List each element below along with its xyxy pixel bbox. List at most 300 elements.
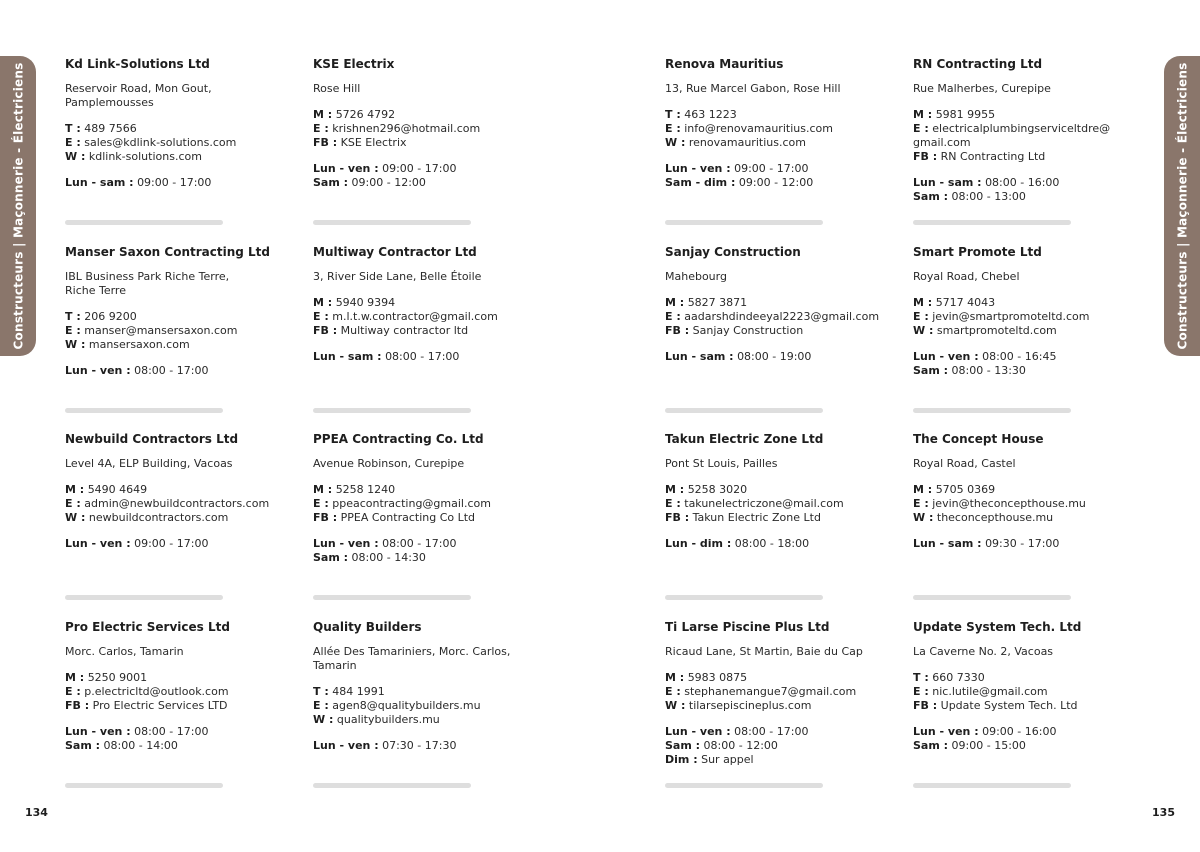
contact-value[interactable]: stephanemangue7@gmail.com	[684, 684, 857, 698]
contact-line	[913, 150, 1143, 164]
contact-value[interactable]: 463 1223	[684, 108, 737, 121]
company-name: KSE Electrix	[313, 57, 395, 71]
contact-label: FB :	[913, 698, 938, 712]
contact-label: E :	[313, 698, 329, 712]
hours-value: 08:00 - 17:00	[134, 363, 209, 377]
contact-line	[665, 699, 895, 713]
contact-line	[913, 685, 1143, 699]
contact-label: M :	[65, 483, 85, 496]
card-divider	[913, 783, 1071, 788]
card-divider	[913, 595, 1071, 600]
contact-block	[65, 671, 295, 713]
contact-value[interactable]: jevin@theconcepthouse.mu	[932, 497, 1086, 510]
hours-value: 09:00 - 17:00	[134, 537, 209, 550]
contact-block	[665, 296, 895, 338]
contact-value[interactable]: Update System Tech. Ltd	[940, 698, 1078, 712]
contact-value[interactable]: Pro Electric Services LTD	[92, 698, 228, 712]
opening-hours	[313, 739, 543, 753]
contact-line	[913, 108, 1143, 122]
contact-value[interactable]: takunelectriczone@mail.com	[684, 497, 844, 510]
card-divider	[313, 408, 471, 413]
company-name: Pro Electric Services Ltd	[65, 619, 230, 634]
contact-line	[665, 122, 895, 136]
contact-value[interactable]: 484 1991	[332, 684, 385, 698]
contact-line	[65, 338, 295, 352]
hours-label: Lun - ven :	[313, 162, 379, 175]
card-divider	[665, 408, 823, 413]
opening-hours	[313, 162, 543, 190]
opening-hours	[913, 350, 1143, 378]
contact-block	[913, 108, 1143, 164]
contact-label: M :	[665, 670, 685, 684]
contact-label: E :	[65, 136, 81, 149]
hours-label: Sam :	[313, 176, 349, 189]
listing-card	[665, 619, 895, 789]
hours-label: Lun - ven :	[65, 724, 131, 738]
contact-line	[65, 150, 295, 164]
hours-line	[313, 551, 543, 565]
contact-line	[913, 483, 1143, 497]
section-tab	[1164, 56, 1200, 356]
contact-label: M :	[665, 295, 685, 309]
company-address: 3, River Side Lane, Belle Étoile	[313, 269, 482, 283]
hours-label: Lun - sam :	[313, 349, 382, 363]
hours-value: 09:30 - 17:00	[985, 537, 1060, 550]
contact-block	[65, 310, 295, 352]
hours-line	[65, 725, 295, 739]
contact-line	[65, 483, 295, 497]
hours-value: 08:00 - 16:45	[982, 349, 1057, 363]
hours-label: Sam :	[913, 363, 949, 377]
company-address: La Caverne No. 2, Vacoas	[913, 644, 1054, 658]
contact-line	[313, 310, 543, 324]
opening-hours	[65, 537, 295, 551]
contact-value[interactable]: 5940 9394	[335, 295, 396, 309]
contact-label: T :	[913, 670, 929, 684]
hours-line	[665, 739, 895, 753]
contact-label: FB :	[313, 511, 338, 524]
hours-label: Lun - sam :	[65, 176, 134, 189]
opening-hours	[913, 176, 1143, 204]
contact-label: T :	[65, 122, 81, 135]
hours-label: Lun - ven :	[313, 738, 379, 752]
company-name: Manser Saxon Contracting Ltd	[65, 244, 270, 259]
contact-block	[913, 296, 1143, 338]
company-address: Rue Malherbes, Curepipe	[913, 82, 1051, 95]
contact-line	[313, 713, 543, 727]
card-divider	[313, 783, 471, 788]
contact-label: M :	[665, 483, 685, 496]
company-address: Reservoir Road, Mon Gout, Pamplemousses	[65, 82, 212, 109]
contact-value[interactable]: sales@kdlink-solutions.com	[84, 136, 237, 149]
hours-label: Sam :	[665, 738, 701, 752]
contact-line	[313, 108, 543, 122]
hours-label: Lun - dim :	[665, 537, 732, 550]
contact-value[interactable]: renovamauritius.com	[688, 136, 806, 149]
company-address: Ricaud Lane, St Martin, Baie du Cap	[665, 644, 863, 658]
contact-block	[65, 122, 295, 164]
card-divider	[313, 220, 471, 225]
contact-value[interactable]: 5983 0875	[687, 670, 748, 684]
card-divider	[913, 220, 1071, 225]
contact-line	[913, 671, 1143, 685]
contact-label: E :	[313, 497, 329, 510]
contact-label: E :	[313, 309, 329, 323]
hours-value: 09:00 - 17:00	[382, 162, 457, 175]
contact-value[interactable]: 206 9200	[84, 309, 137, 323]
contact-label: W :	[913, 511, 934, 524]
contact-line	[665, 310, 895, 324]
listing-card	[65, 431, 295, 601]
contact-label: E :	[913, 309, 929, 323]
contact-label: T :	[665, 108, 681, 121]
contact-label: T :	[65, 309, 81, 323]
listing-card	[913, 56, 1143, 226]
contact-value[interactable]: smartpromoteltd.com	[936, 323, 1057, 337]
contact-block	[913, 483, 1143, 525]
contact-value[interactable]: newbuildcontractors.com	[88, 511, 229, 524]
contact-block	[313, 108, 543, 150]
contact-block	[313, 296, 543, 338]
contact-label: M :	[913, 483, 933, 496]
hours-value: 08:00 - 17:00	[134, 724, 209, 738]
contact-label: W :	[65, 511, 86, 524]
listing-card	[313, 431, 543, 601]
hours-line	[65, 537, 295, 551]
contact-label: T :	[313, 684, 329, 698]
company-address: Pont St Louis, Pailles	[665, 457, 778, 470]
hours-line	[313, 176, 543, 190]
contact-label: FB :	[665, 323, 690, 337]
contact-label: E :	[65, 323, 81, 337]
hours-label: Sam :	[65, 738, 101, 752]
contact-line	[65, 685, 295, 699]
hours-label: Sam :	[913, 738, 949, 752]
contact-label: FB :	[65, 698, 90, 712]
card-divider	[65, 595, 223, 600]
company-name: Update System Tech. Ltd	[913, 619, 1082, 634]
contact-value[interactable]: tilarsepiscineplus.com	[688, 698, 812, 712]
hours-value: 08:00 - 17:00	[382, 537, 457, 550]
contact-value[interactable]: info@renovamauritius.com	[684, 122, 833, 135]
contact-label: FB :	[913, 150, 938, 163]
opening-hours	[313, 350, 543, 364]
hours-line	[65, 364, 295, 378]
contact-line	[913, 324, 1143, 338]
contact-value[interactable]: ppeacontracting@gmail.com	[332, 497, 491, 510]
company-address: Mahebourg	[665, 269, 727, 283]
hours-line	[913, 739, 1143, 753]
listing-card	[65, 56, 295, 226]
hours-value: 08:00 - 14:30	[351, 551, 426, 564]
hours-value: 08:00 - 13:00	[951, 190, 1026, 203]
contact-value[interactable]: nic.lutile@gmail.com	[932, 684, 1048, 698]
hours-label: Sam - dim :	[665, 176, 736, 189]
hours-value: 07:30 - 17:30	[382, 738, 457, 752]
contact-label: E :	[665, 684, 681, 698]
contact-value[interactable]: manser@mansersaxon.com	[84, 323, 238, 337]
hours-line	[65, 739, 295, 753]
hours-value: 08:00 - 13:30	[951, 363, 1026, 377]
contact-value[interactable]: 5258 3020	[687, 483, 748, 496]
listing-card	[913, 244, 1143, 414]
hours-label: Lun - sam :	[913, 176, 982, 189]
contact-value[interactable]: mansersaxon.com	[88, 337, 190, 351]
listing-card	[665, 244, 895, 414]
contact-line	[65, 136, 295, 150]
company-address: 13, Rue Marcel Gabon, Rose Hill	[665, 82, 841, 95]
card-divider	[913, 408, 1071, 413]
contact-value[interactable]: PPEA Contracting Co Ltd	[340, 511, 476, 524]
section-tab-label: Constructeurs | Maçonnerie - Électriciens	[1175, 62, 1190, 350]
card-divider	[665, 783, 823, 788]
hours-line	[65, 176, 295, 190]
hours-value: 09:00 - 17:00	[137, 176, 212, 189]
contact-line	[313, 324, 543, 338]
contact-line	[665, 483, 895, 497]
contact-line	[313, 685, 543, 699]
contact-block	[313, 483, 543, 525]
company-name: Renova Mauritius	[665, 57, 784, 71]
contact-label: W :	[665, 136, 686, 149]
hours-label: Lun - ven :	[65, 537, 131, 550]
opening-hours	[65, 176, 295, 190]
contact-value[interactable]: 489 7566	[84, 122, 137, 135]
contact-block	[665, 108, 895, 150]
contact-label: E :	[913, 684, 929, 698]
opening-hours	[665, 537, 895, 551]
contact-label: E :	[913, 497, 929, 510]
contact-value[interactable]: kdlink-solutions.com	[88, 150, 202, 163]
contact-line	[313, 136, 543, 150]
contact-line	[913, 699, 1143, 713]
hours-value: 08:00 - 17:00	[385, 349, 460, 363]
contact-line	[665, 497, 895, 511]
contact-label: E :	[313, 122, 329, 135]
contact-label: E :	[665, 309, 681, 323]
company-name: Smart Promote Ltd	[913, 244, 1042, 259]
hours-value: 09:00 - 15:00	[951, 738, 1026, 752]
contact-block	[665, 483, 895, 525]
page-number: 134	[25, 806, 48, 819]
hours-line	[665, 176, 895, 190]
hours-line	[665, 162, 895, 176]
contact-value[interactable]: 5981 9955	[935, 108, 996, 121]
company-name: RN Contracting Ltd	[913, 57, 1043, 71]
hours-value: 08:00 - 19:00	[737, 349, 812, 363]
hours-line	[913, 725, 1143, 739]
listing-card	[665, 56, 895, 226]
right-page	[600, 0, 1200, 852]
hours-label: Lun - ven :	[913, 349, 979, 363]
contact-value[interactable]: 5258 1240	[335, 483, 396, 496]
contact-value[interactable]: jevin@smartpromoteltd.com	[932, 309, 1090, 323]
listing-card	[313, 244, 543, 414]
opening-hours	[665, 725, 895, 767]
hours-line	[913, 537, 1143, 551]
opening-hours	[665, 350, 895, 364]
contact-label: FB :	[313, 323, 338, 337]
contact-line	[913, 122, 1113, 150]
company-name: Sanjay Construction	[665, 244, 801, 259]
contact-value[interactable]: Takun Electric Zone Ltd	[692, 511, 821, 524]
contact-value[interactable]: 5250 9001	[87, 670, 148, 684]
company-name: Multiway Contractor Ltd	[313, 244, 477, 259]
contact-value[interactable]: 660 7330	[932, 670, 985, 684]
contact-label: M :	[913, 108, 933, 121]
contact-label: E :	[665, 497, 681, 510]
contact-line	[313, 296, 543, 310]
contact-label: M :	[313, 108, 333, 121]
hours-value: 09:00 - 12:00	[738, 176, 814, 189]
contact-label: E :	[65, 684, 81, 698]
contact-label: W :	[313, 712, 334, 726]
contact-line	[65, 122, 295, 136]
hours-line	[665, 753, 895, 767]
card-divider	[65, 408, 223, 413]
contact-block	[313, 685, 543, 727]
hours-value: 08:00 - 12:00	[703, 738, 778, 752]
contact-line	[313, 699, 543, 713]
section-tab-label: Constructeurs | Maçonnerie - Électriciens	[11, 62, 26, 350]
contact-value[interactable]: 5726 4792	[335, 108, 396, 121]
hours-label: Dim :	[665, 752, 698, 766]
section-tab	[0, 56, 36, 356]
hours-label: Lun - ven :	[313, 537, 379, 550]
hours-line	[913, 364, 1143, 378]
hours-value: 09:00 - 17:00	[734, 162, 809, 175]
company-name: Quality Builders	[313, 619, 422, 634]
hours-label: Lun - sam :	[913, 537, 982, 550]
listing-card	[65, 244, 295, 414]
contact-value[interactable]: aadarshdindeeyal2223@gmail.com	[684, 309, 880, 323]
card-divider	[313, 595, 471, 600]
hours-value: Sur appel	[701, 752, 754, 766]
listing-card	[913, 431, 1143, 601]
contact-line	[665, 324, 895, 338]
contact-value[interactable]: qualitybuilders.mu	[336, 712, 440, 726]
company-address: Rose Hill	[313, 82, 361, 95]
contact-block	[665, 671, 895, 713]
page-number: 135	[1152, 806, 1175, 819]
company-address: Royal Road, Chebel	[913, 269, 1020, 283]
hours-label: Sam :	[313, 551, 349, 564]
opening-hours	[65, 364, 295, 378]
listing-card	[65, 619, 295, 789]
contact-line	[665, 108, 895, 122]
listing-card	[665, 431, 895, 601]
hours-value: 08:00 - 17:00	[734, 724, 809, 738]
contact-value[interactable]: Sanjay Construction	[692, 323, 804, 337]
hours-line	[665, 725, 895, 739]
hours-line	[313, 537, 543, 551]
contact-value[interactable]: admin@newbuildcontractors.com	[84, 497, 270, 510]
contact-value[interactable]: 5490 4649	[87, 483, 148, 496]
contact-value[interactable]: theconcepthouse.mu	[936, 511, 1054, 524]
contact-value[interactable]: agen8@qualitybuilders.mu	[332, 698, 481, 712]
contact-value[interactable]: 5717 4043	[935, 295, 996, 309]
hours-label: Lun - ven :	[913, 724, 979, 738]
listing-card	[913, 619, 1143, 789]
contact-line	[65, 699, 295, 713]
hours-label: Sam :	[913, 190, 949, 203]
contact-line	[665, 511, 895, 525]
contact-line	[313, 483, 543, 497]
company-address: Allée Des Tamariniers, Morc. Carlos, Tamarin	[313, 644, 511, 672]
company-name: Newbuild Contractors Ltd	[65, 432, 239, 446]
hours-label: Lun - ven :	[65, 363, 131, 377]
contact-value[interactable]: 5705 0369	[935, 483, 996, 496]
contact-label: E :	[665, 122, 681, 135]
contact-label: W :	[65, 150, 86, 163]
contact-label: E :	[65, 497, 81, 510]
contact-value[interactable]: electricalplumbingserviceltdre@ gmail.com	[913, 122, 1111, 149]
contact-label: M :	[313, 295, 333, 309]
company-name: Takun Electric Zone Ltd	[665, 432, 824, 446]
company-name: Kd Link-Solutions Ltd	[65, 57, 210, 71]
hours-value: 09:00 - 16:00	[982, 724, 1057, 738]
contact-value[interactable]: 5827 3871	[687, 295, 748, 309]
contact-label: W :	[65, 337, 86, 351]
listing-card	[313, 56, 543, 226]
contact-label: W :	[665, 698, 686, 712]
contact-label: E :	[913, 122, 929, 135]
hours-line	[665, 537, 895, 551]
hours-line	[313, 739, 543, 753]
company-address: IBL Business Park Riche Terre, Riche Terre	[65, 269, 230, 297]
contact-line	[913, 310, 1143, 324]
hours-label: Lun - sam :	[665, 349, 734, 363]
contact-value[interactable]: krishnen296@hotmail.com	[332, 122, 481, 135]
company-address: Avenue Robinson, Curepipe	[313, 457, 465, 470]
card-divider	[65, 783, 223, 788]
contact-line	[665, 671, 895, 685]
opening-hours	[665, 162, 895, 190]
contact-line	[913, 296, 1143, 310]
contact-value[interactable]: m.l.t.w.contractor@gmail.com	[332, 309, 498, 323]
contact-label: M :	[913, 295, 933, 309]
card-divider	[65, 220, 223, 225]
contact-label: FB :	[665, 511, 690, 524]
contact-line	[65, 497, 295, 511]
contact-label: W :	[913, 323, 934, 337]
contact-line	[313, 511, 543, 525]
company-name: The Concept House	[913, 432, 1044, 446]
listing-card	[313, 619, 543, 789]
hours-line	[313, 350, 543, 364]
contact-block	[913, 671, 1143, 713]
company-address: Morc. Carlos, Tamarin	[65, 644, 184, 658]
contact-line	[65, 310, 295, 324]
company-address: Level 4A, ELP Building, Vacoas	[65, 457, 233, 470]
opening-hours	[65, 725, 295, 753]
opening-hours	[913, 725, 1143, 753]
company-name: Ti Larse Piscine Plus Ltd	[665, 619, 830, 634]
hours-value: 08:00 - 16:00	[985, 176, 1060, 189]
contact-value[interactable]: Multiway contractor ltd	[340, 323, 469, 337]
hours-line	[313, 162, 543, 176]
contact-value[interactable]: RN Contracting Ltd	[940, 150, 1046, 163]
contact-line	[65, 511, 295, 525]
hours-line	[665, 350, 895, 364]
contact-line	[65, 671, 295, 685]
contact-line	[665, 685, 895, 699]
opening-hours	[913, 537, 1143, 551]
contact-value[interactable]: p.electricltd@outlook.com	[84, 684, 229, 698]
contact-value[interactable]: KSE Electrix	[340, 136, 407, 149]
opening-hours	[313, 537, 543, 565]
contact-block	[65, 483, 295, 525]
